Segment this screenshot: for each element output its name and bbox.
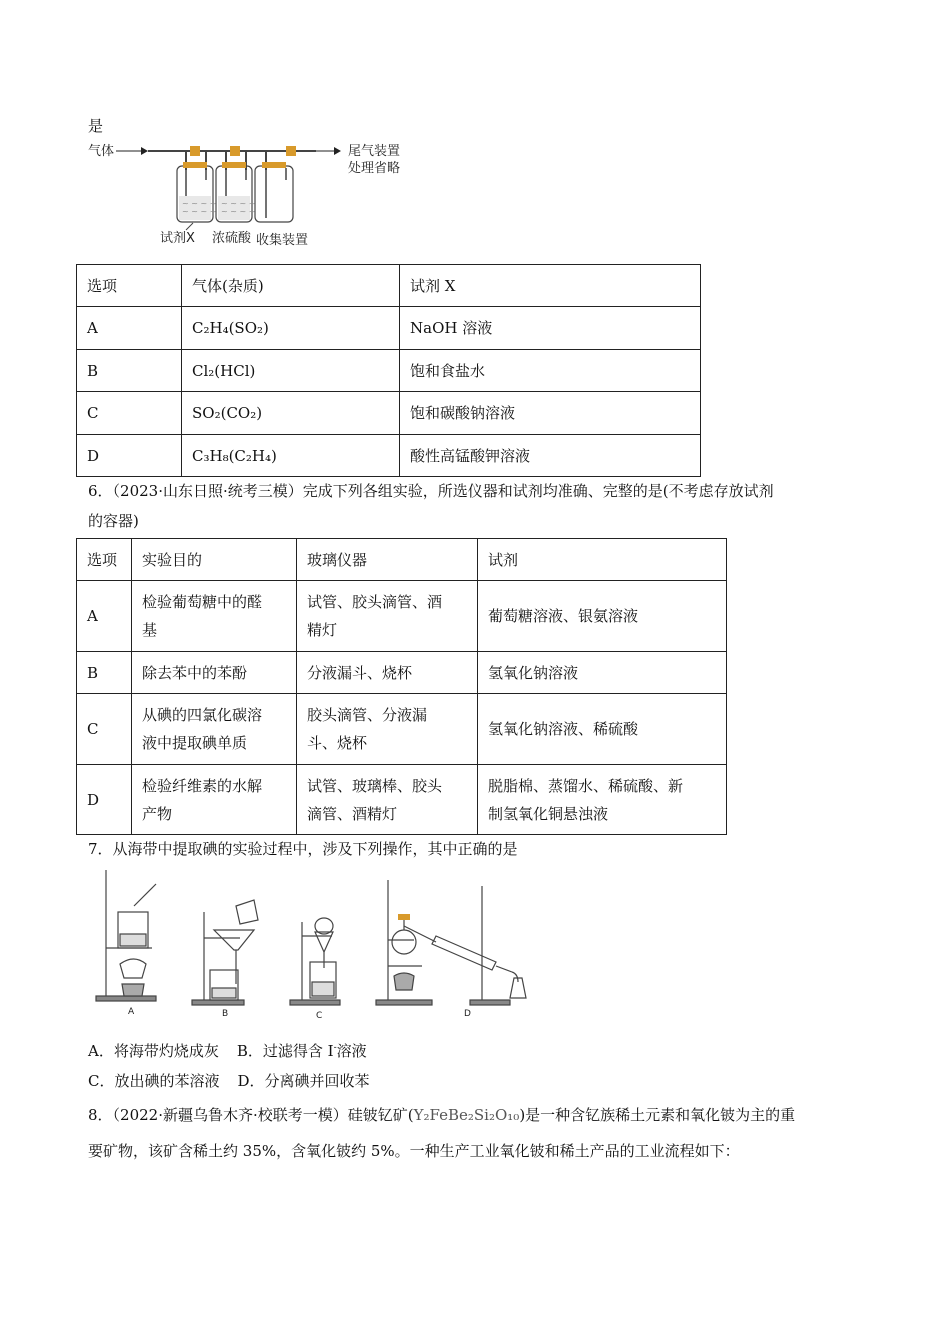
diagram-tail-gas-2: 处理省略 <box>348 161 401 176</box>
q8-stem-line1: 8．（2022·新疆乌鲁木齐·校联考一模）硅铍钇矿(Y₂FeBe₂Si₂O₁₀)是一种含钇族稀土元素和氧化铍为主的重 <box>88 1106 796 1124</box>
q5-row-gas: C₂H₄(SO₂) <box>182 307 400 350</box>
q6-row-glass: 试管、玻璃棒、胶头 滴管、酒精灯 <box>297 765 478 835</box>
svg-text:~ ~ ~ ~: ~ ~ ~ ~ <box>182 199 217 208</box>
table-row <box>77 435 701 477</box>
q6-row-reagent: 氢氧化钠溶液、稀硫酸 <box>478 694 727 765</box>
q7-apparatus-figure <box>86 866 536 1026</box>
svg-text:~ ~ ~ ~: ~ ~ ~ ~ <box>221 207 256 216</box>
q5-row-reagent: 酸性高锰酸钾溶液 <box>400 435 701 477</box>
table-row <box>77 350 701 392</box>
q6-row-glass: 胶头滴管、分液漏 斗、烧杯 <box>297 694 478 765</box>
q6-table <box>76 538 727 835</box>
q6-row-aim: 从碘的四氯化碳溶 液中提取碘单质 <box>132 694 297 765</box>
q8-stem-line2: 要矿物，该矿含稀土约 35%，含氧化铍约 5%。一种生产工业氧化铍和稀土产品的工业流程如下： <box>88 1142 740 1160</box>
q6-header-option: 选项 <box>77 539 132 581</box>
q6-header-aim: 实验目的 <box>132 539 297 581</box>
figure-label-b: B <box>222 1009 229 1019</box>
table-row <box>77 581 727 652</box>
table-row <box>77 765 727 835</box>
table-row <box>77 307 701 350</box>
diagram-tail-gas-1: 尾气装置 <box>348 144 401 159</box>
q5-row-gas: Cl₂(HCl) <box>182 350 400 392</box>
diagram-label-acid: 浓硫酸 <box>212 231 252 246</box>
q5-row-option: A <box>77 307 182 350</box>
q5-header-reagent: 试剂 X <box>400 265 701 307</box>
diagram-label-collect: 收集装置 <box>256 233 309 248</box>
q6-row-reagent: 葡萄糖溶液、银氨溶液 <box>478 581 727 652</box>
q5-table <box>76 264 701 477</box>
q6-header-glass: 玻璃仪器 <box>297 539 478 581</box>
q5-row-option: C <box>77 392 182 435</box>
q6-row-glass: 分液漏斗、烧杯 <box>297 652 478 694</box>
q6-row-aim: 检验纤维素的水解 产物 <box>132 765 297 835</box>
q8-formula: Y₂FeBe₂Si₂O₁₀ <box>413 1106 520 1124</box>
q6-row-aim: 除去苯中的苯酚 <box>132 652 297 694</box>
figure-label-c: C <box>316 1011 323 1021</box>
figure-label-a: A <box>128 1007 135 1017</box>
svg-text:~ ~ ~ ~: ~ ~ ~ ~ <box>221 199 256 208</box>
q7-options-row1 <box>88 1040 367 1061</box>
q5-row-option: D <box>77 435 182 477</box>
q6-row-aim: 检验葡萄糖中的醛 基 <box>132 581 297 652</box>
table-row <box>77 652 727 694</box>
diagram-label-x: 试剂X <box>160 231 195 246</box>
q6-row-glass: 试管、胶头滴管、酒 精灯 <box>297 581 478 652</box>
figure-label-d: D <box>464 1009 471 1019</box>
q5-header-option: 选项 <box>77 265 182 307</box>
q7-option-c: C．放出碘的苯溶液 <box>88 1072 220 1090</box>
q5-row-gas: SO₂(CO₂) <box>182 392 400 435</box>
q6-stem-line2: 的容器) <box>88 512 139 530</box>
q6-stem-line1: 6．（2023·山东日照·统考三模）完成下列各组实验，所选仪器和试剂均准确、完整的是(不考虑存放试剂 <box>88 482 774 500</box>
q6-row-option: B <box>77 652 132 694</box>
q7-option-b: B．过滤得含 I-溶液 <box>236 1042 367 1060</box>
q5-row-reagent: 饱和碳酸钠溶液 <box>400 392 701 435</box>
q6-row-option: A <box>77 581 132 652</box>
q7-options-row2 <box>88 1070 370 1091</box>
q5-row-gas: C₃H₈(C₂H₄) <box>182 435 400 477</box>
q7-stem: 7．从海带中提取碘的实验过程中，涉及下列操作，其中正确的是 <box>88 840 518 858</box>
q6-header-reagent: 试剂 <box>478 539 727 581</box>
q7-option-d: D．分离碘并回收苯 <box>237 1072 370 1090</box>
q6-row-reagent: 氢氧化钠溶液 <box>478 652 727 694</box>
q6-row-option: C <box>77 694 132 765</box>
table-row <box>77 694 727 765</box>
q6-row-option: D <box>77 765 132 835</box>
gas-washing-diagram <box>86 136 426 248</box>
q7-option-a: A．将海带灼烧成灰 <box>88 1042 219 1060</box>
diagram-gas-label: 气体 <box>88 144 115 159</box>
table-row <box>77 392 701 435</box>
q5-tail-text: 是 <box>88 117 104 135</box>
q5-row-reagent: 饱和食盐水 <box>400 350 701 392</box>
q5-row-reagent: NaOH 溶液 <box>400 307 701 350</box>
q5-row-option: B <box>77 350 182 392</box>
q6-row-reagent: 脱脂棉、蒸馏水、稀硫酸、新 制氢氧化铜悬浊液 <box>478 765 727 835</box>
svg-text:~ ~ ~ ~: ~ ~ ~ ~ <box>182 207 217 216</box>
q5-header-gas: 气体(杂质) <box>182 265 400 307</box>
